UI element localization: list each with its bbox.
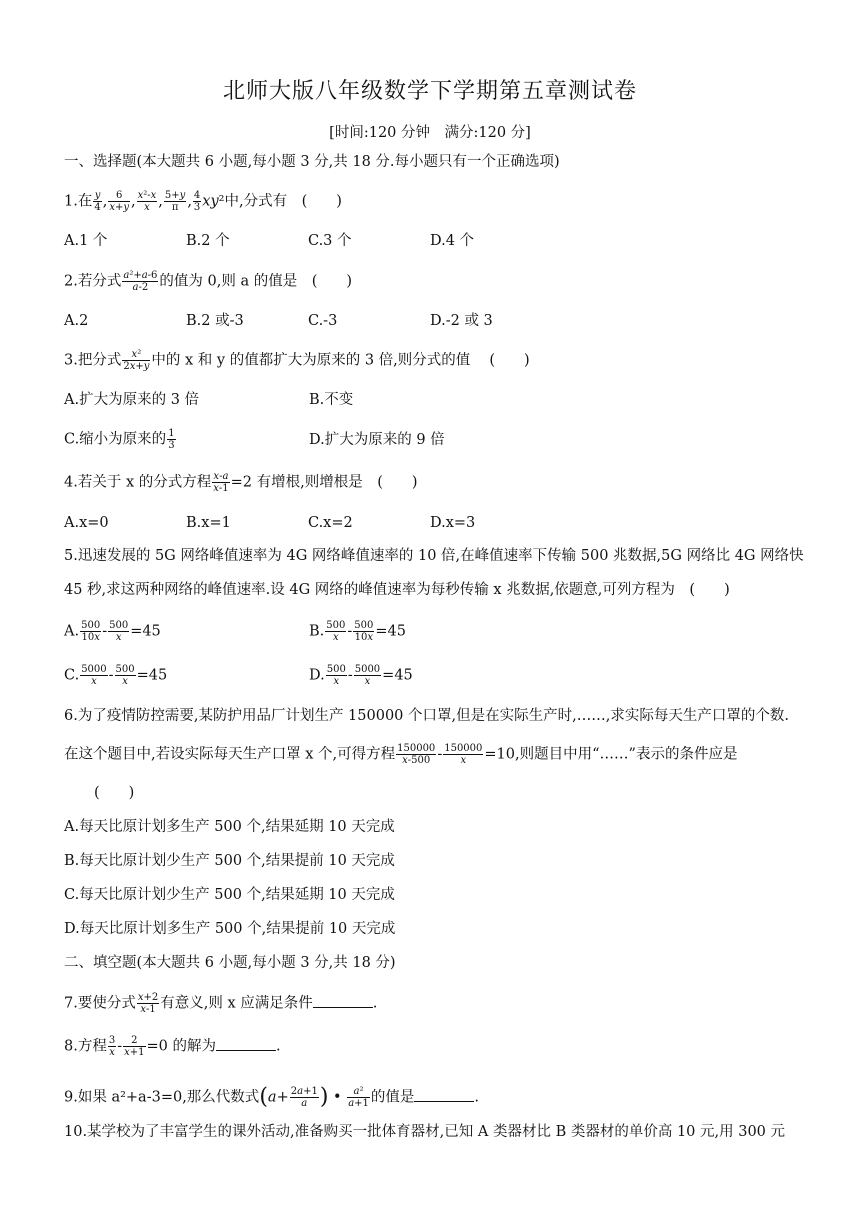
question-5-options-ab (64, 620, 406, 643)
option-d[interactable]: D.-2 或 3 (430, 313, 493, 329)
option-d[interactable]: D.x=3 (430, 515, 476, 531)
section-2-heading: 二、填空题(本大题共 6 小题,每小题 3 分,共 18 分) (64, 955, 396, 971)
question-6-line-2: 在这个题目中,若设实际每天生产口罩 x 个,可得方程 $\frac{150000}{x-500}$ - $\frac{150000}{x}$ =10,则题目中用“……”表示的条件应是 (64, 743, 738, 766)
option-d[interactable]: D.4 个 (430, 233, 475, 249)
option-a[interactable]: A.扩大为原来的 3 倍 (64, 392, 200, 408)
question-4-options (64, 513, 475, 533)
question-4: 4.若关于 x 的分式方程 $\frac{x-a}{x-1}$ =2 有增根,则增根是 ( ) (64, 471, 418, 494)
question-3-options-ab (64, 390, 353, 410)
exam-info: [时间:120 分钟 满分:120 分] (329, 125, 531, 141)
option-c[interactable]: C.x=2 (308, 515, 353, 531)
answer-blank[interactable] (313, 993, 373, 1008)
option-c[interactable]: C.缩小为原来的 $\frac{1}{3}$ (64, 428, 175, 451)
option-a[interactable]: A. $\frac{500}{10x}$ - $\frac{500}{x}$ =45 (64, 620, 161, 643)
page-title: 北师大版八年级数学下学期第五章测试卷 (222, 79, 637, 104)
question-5-options-cd (64, 664, 413, 687)
question-1-options (64, 231, 474, 251)
section-1-heading: 一、选择题(本大题共 6 小题,每小题 3 分,共 18 分.每小题只有一个正确选项) (64, 154, 560, 170)
option-a[interactable]: A.1 个 (64, 233, 108, 249)
option-a[interactable]: A.每天比原计划多生产 500 个,结果延期 10 天完成 (64, 819, 395, 835)
option-a[interactable]: A.2 (64, 313, 89, 329)
question-8: 8.方程 $\frac{3}{x}$ - $\frac{2}{x+1}$ =0 的解为 . (64, 1035, 281, 1058)
question-3: 3.把分式 $\frac{\text{x²}}{2x+y}$ 中的 x 和 y 的值都扩大为原来的 3 倍,则分式的值 ( ) (64, 349, 530, 372)
question-6-line-1: 6.为了疫情防控需要,某防护用品厂计划生产 150000 个口罩,但是在实际生产时,……,求实际每天生产口罩的个数. (64, 708, 789, 724)
question-10-line-1: 10.某学校为了丰富学生的课外活动,准备购买一批体育器材,已知 A 类器材比 B 类器材的单价高 10 元,用 300 元 (64, 1124, 786, 1140)
option-b[interactable]: B.x=1 (186, 515, 231, 531)
question-5-line-2: 45 秒,求这两种网络的峰值速率.设 4G 网络的峰值速率为每秒传输 x 兆数据,依题意,可列方程为 ( ) (64, 582, 730, 598)
option-c[interactable]: C. $\frac{5000}{x}$ - $\frac{500}{x}$ =45 (64, 664, 168, 687)
question-2: 2.若分式 $\frac{\text{a²+a-6}}{a-2}$ 的值为 0,则 a 的值是 ( ) (64, 270, 353, 293)
answer-blank[interactable] (216, 1036, 276, 1051)
question-7: 7.要使分式 $\frac{x+2}{x-1}$ 有意义,则 x 应满足条件 . (64, 992, 378, 1015)
answer-blank[interactable] (414, 1087, 474, 1102)
question-9: 9.如果 a²+a-3=0,那么代数式(a+ $\frac{2a+1}{a}$ ) • $\frac{\text{a²}}{a+1}$ 的值是 . (64, 1084, 480, 1110)
option-b[interactable]: B.2 或-3 (186, 313, 244, 329)
option-b[interactable]: B. $\frac{500}{x}$ - $\frac{500}{10x}$ =45 (309, 620, 406, 643)
option-a[interactable]: A.x=0 (64, 515, 109, 531)
option-d[interactable]: D. $\frac{500}{x}$ - $\frac{5000}{x}$ =45 (309, 664, 413, 687)
question-1: 1.在 $\frac{y}{4}$ , $\frac{6}{x+y}$ , $\frac{\text{x²-x}}{x}$ , $\frac{5+y}{\pi}$ , $\frac{4}{3}$ xy²中,分式有 ( ) (64, 190, 342, 213)
option-d[interactable]: D.每天比原计划多生产 500 个,结果提前 10 天完成 (64, 921, 396, 937)
question-2-options (64, 311, 493, 331)
option-c[interactable]: C.-3 (308, 313, 338, 329)
option-c[interactable]: C.3 个 (308, 233, 352, 249)
question-3-options-cd (64, 428, 445, 451)
option-b[interactable]: B.每天比原计划少生产 500 个,结果提前 10 天完成 (64, 853, 395, 869)
option-c[interactable]: C.每天比原计划少生产 500 个,结果延期 10 天完成 (64, 887, 395, 903)
question-6-paren: ( ) (94, 785, 135, 801)
option-b[interactable]: B.2 个 (186, 233, 230, 249)
option-b[interactable]: B.不变 (309, 392, 354, 408)
option-d[interactable]: D.扩大为原来的 9 倍 (309, 431, 445, 448)
question-5-line-1: 5.迅速发展的 5G 网络峰值速率为 4G 网络峰值速率的 10 倍,在峰值速率下传输 500 兆数据,5G 网络比 4G 网络快 (64, 548, 804, 564)
